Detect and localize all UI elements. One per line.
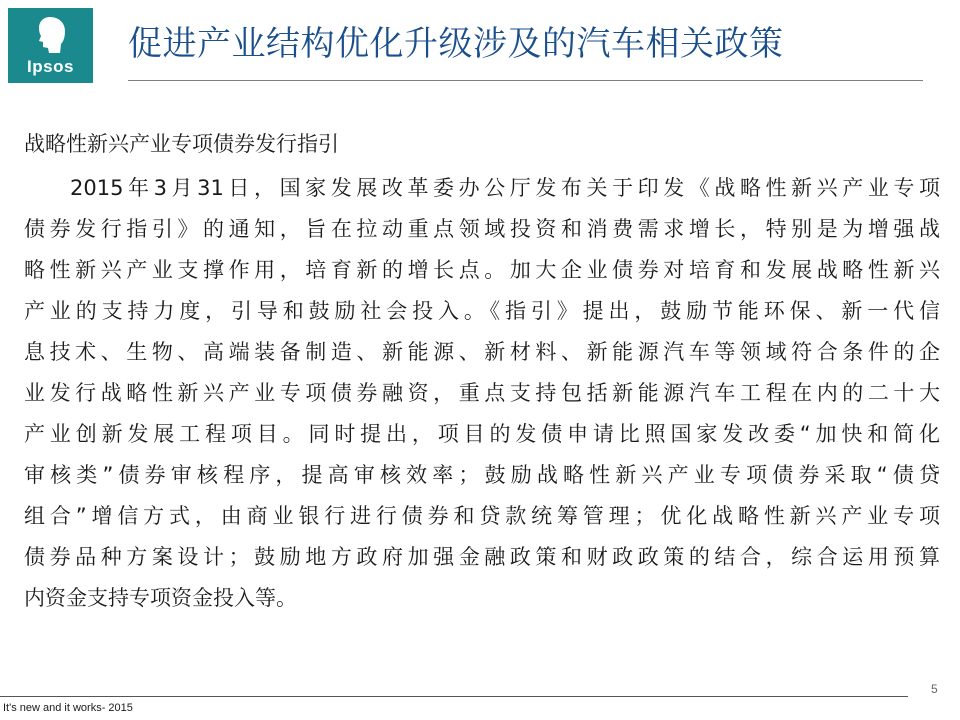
body-line: 产业创新发展工程项目。同时提出，项目的发债申请比照国家发改委“加快和简化 bbox=[24, 422, 940, 446]
section-subtitle: 战略性新兴产业专项债券发行指引 bbox=[24, 132, 339, 156]
body-line: 内资金支持专项资金投入等。 bbox=[24, 586, 297, 610]
body-line: 债券品种方案设计；鼓励地方政府加强金融政策和财政政策的结合，综合运用预算 bbox=[24, 545, 940, 569]
body-paragraph bbox=[24, 168, 940, 619]
body-line: 业发行战略性新兴产业专项债券融资，重点支持包括新能源汽车工程在内的二十大 bbox=[24, 381, 940, 405]
body-line: 息技术、生物、高端装备制造、新能源、新材料、新能源汽车等领域符合条件的企 bbox=[24, 340, 940, 364]
body-line: 2015年3月31日，国家发展改革委办公厅发布关于印发《战略性新兴产业专项 bbox=[70, 176, 940, 200]
body-line: 债券发行指引》的通知，旨在拉动重点领域投资和消费需求增长，特别是为增强战 bbox=[24, 217, 940, 241]
slide-title: 促进产业结构优化升级涉及的汽车相关政策 bbox=[128, 24, 784, 64]
body-line: 略性新兴产业支撑作用，培育新的增长点。加大企业债券对培育和发展战略性新兴 bbox=[24, 258, 940, 282]
body-line: 审核类”债券审核程序，提高审核效率；鼓励战略性新兴产业专项债券采取“债贷 bbox=[24, 463, 940, 487]
head-silhouette-icon bbox=[36, 16, 66, 54]
footer-tagline: It's new and it works- 2015 bbox=[3, 702, 133, 714]
footer-divider bbox=[0, 696, 908, 697]
title-divider bbox=[128, 80, 923, 81]
body-line: 产业的支持力度，引导和鼓励社会投入。《指引》提出，鼓励节能环保、新一代信 bbox=[24, 299, 940, 323]
ipsos-logo bbox=[8, 8, 93, 83]
logo-text: Ipsos bbox=[27, 57, 74, 76]
page-number: 5 bbox=[931, 682, 938, 696]
body-line: 组合”增信方式，由商业银行进行债券和贷款统筹管理；优化战略性新兴产业专项 bbox=[24, 504, 940, 528]
